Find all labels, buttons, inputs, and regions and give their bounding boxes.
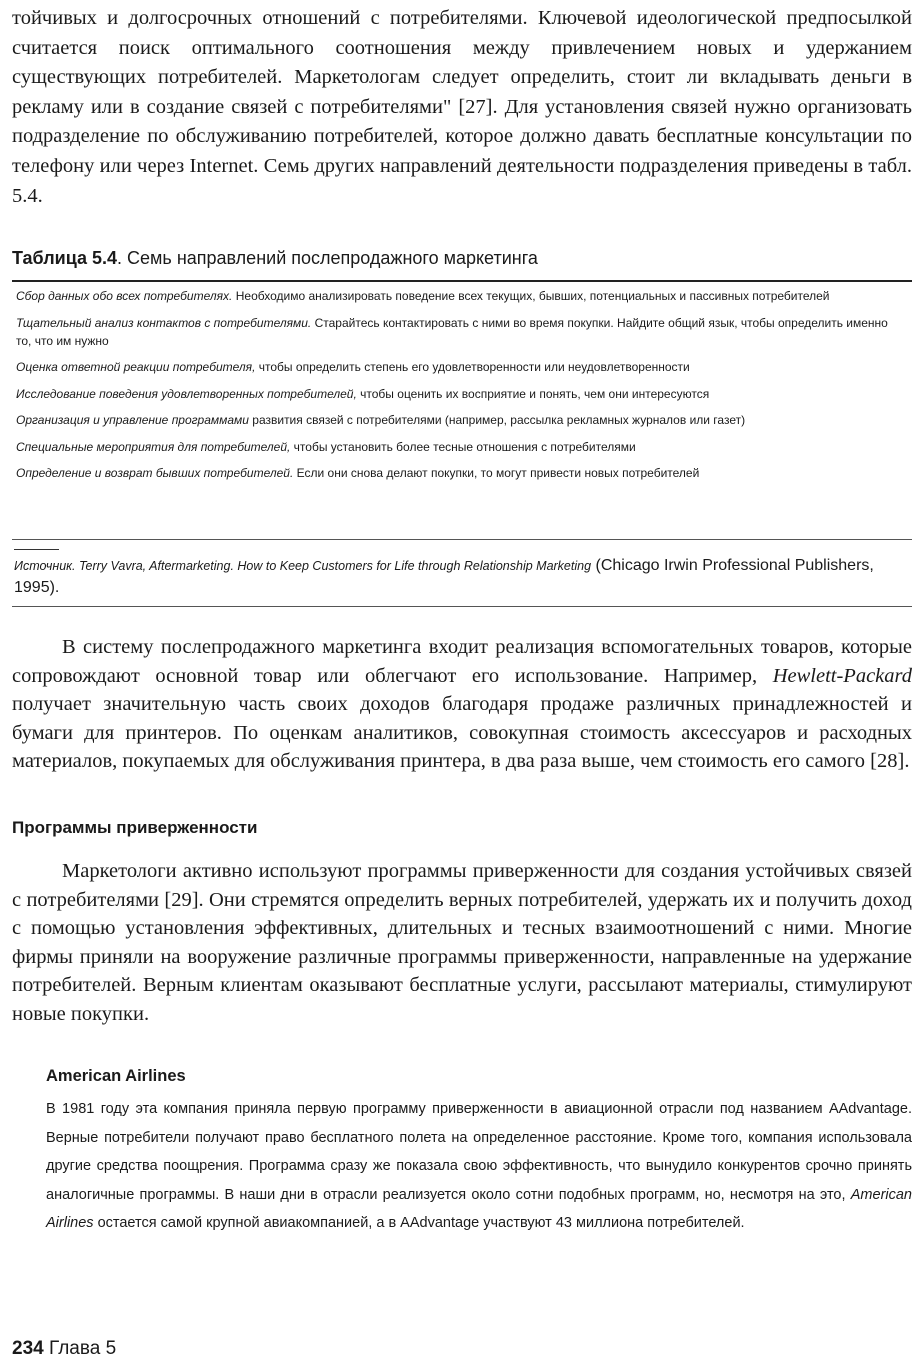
row-term: Определение и возврат бывших потребителей. xyxy=(16,466,294,480)
table-row xyxy=(16,411,906,429)
table-row xyxy=(16,438,906,456)
page-number: 234 xyxy=(12,1338,44,1359)
loyalty-paragraph: Маркетологи активно используют программы приверженности для создания устойчивых связей с потребителями [29]. Они стремятся определить верных потребителей, удержать их и получить доход с помощью установления эффективных, длительных и тесных взаимоотношений с ними. Многие фирмы приняли на вооружение различные программы приверженности, направленные на удержание потребителей. Верным клиентам оказывают бесплатные услуги, рассылают материалы, стимулируют новые покупки. xyxy=(12,860,912,1025)
table-top-rule xyxy=(12,280,912,282)
box-paragraph xyxy=(46,1095,912,1238)
chapter-label: Глава 5 xyxy=(43,1338,117,1359)
row-text: Необходимо анализировать поведение всех текущих, бывших, потенциальных и пассивных потребителей xyxy=(232,289,830,303)
table-row xyxy=(16,314,906,350)
row-text: Если они снова делают покупки, то могут привести новых потребителей xyxy=(293,466,700,480)
page-footer xyxy=(12,1338,116,1360)
paragraph2-part2: получает значительную часть своих доходов благодаря продаже различных принадлежностей и бумаги для принтеров. По оценкам аналитиков, совокупная стоимость аксессуаров и расходных материалов, покупаемых для обслуживания принтера, в два раза выше, чем стоимость его самого [28]. xyxy=(12,693,912,772)
source-italic: Источник. Terry Vavra, Aftermarketing. How to Keep Customers for Life through Relationship Marketing xyxy=(14,559,592,573)
intro-paragraph-text: тойчивых и долгосрочных отношений с потребителями. Ключевой идеологической предпосылкой считается поиск оптимального соотношения между привлечением новых и удержанием существующих потребителей. Маркетологам следует определить, стоит ли вкладывать деньги в рекламу или в создание связей с потребителями" [27]. Для установления связей нужно организовать подразделение по обслуживанию потребителей, которое должно давать бесплатные консультации по телефону или через Internet. Семь других направлений деятельности подразделения приведены в табл. 5.4. xyxy=(12,7,912,207)
row-text: Старайтесь контактировать с ними во время покупки. Найдите общий язык, чтобы определить именно то, что им нужно xyxy=(16,315,888,348)
paragraph2-part1: В систему послепродажного маркетинга входит реализация вспомогательных товаров, которые сопровождают основной товар или облегчают его использование. Например, xyxy=(12,636,912,687)
table-label: Таблица 5.4 xyxy=(12,248,118,268)
table-row xyxy=(16,464,906,482)
table-row xyxy=(16,358,906,376)
row-term: Сбор данных обо всех потребителях. xyxy=(16,289,233,303)
source-bottom-rule xyxy=(12,606,912,607)
intro-paragraph xyxy=(12,4,912,211)
source-plain: (Chicago Irwin Professional Publishers, 1995). xyxy=(14,557,874,596)
table-title xyxy=(12,248,538,269)
box-heading: American Airlines xyxy=(46,1067,186,1085)
box-part1: В 1981 году эта компания приняла первую программу приверженности в авиационной отрасли под названием AAdvantage. Верные потребители получают право бесплатного полета на определенное расстояние. Кроме того, компания использовала другие средства поощрения. Программа сразу же показала свою эффективность, что вынудило конкурентов срочно принять аналогичные программы. В наши дни в отрасли реализуется около сотни подобных программ, но, несмотря на это, xyxy=(46,1101,912,1203)
row-text: чтобы оценить их восприятие и понять, чем они интересуются xyxy=(356,386,710,401)
box-part2: остается самой крупной авиакомпанией, а в AAdvantage участвуют 43 миллиона потребителей. xyxy=(93,1215,745,1232)
row-term: Исследование поведения удовлетворенных потребителей, xyxy=(16,386,357,401)
row-term: Организация и управление программами xyxy=(16,413,249,427)
table-source xyxy=(14,555,909,599)
source-divider xyxy=(14,549,59,550)
row-text: чтобы установить более тесные отношения с потребителями xyxy=(290,439,636,454)
row-term: Оценка ответной реакции потребителя, xyxy=(16,360,256,374)
table-row xyxy=(16,385,906,403)
row-term: Специальные мероприятия для потребителей, xyxy=(16,439,291,454)
aftermarketing-paragraph xyxy=(12,633,912,776)
table-row xyxy=(16,287,906,305)
row-term: Тщательный анализ контактов с потребителями. xyxy=(16,315,312,330)
company-name: Hewlett-Packard xyxy=(772,664,912,687)
row-text: развития связей с потребителями (например, рассылка рекламных журналов или газет) xyxy=(248,413,746,427)
box-company: American Airlines xyxy=(46,1186,912,1232)
section-heading: Программы приверженности xyxy=(12,818,258,837)
table-body xyxy=(16,287,906,491)
row-text: чтобы определить степень его удовлетворенности или неудовлетворенности xyxy=(255,360,690,374)
table-title-text: . Семь направлений послепродажного маркетинга xyxy=(117,248,538,268)
table-bottom-rule xyxy=(12,539,912,540)
